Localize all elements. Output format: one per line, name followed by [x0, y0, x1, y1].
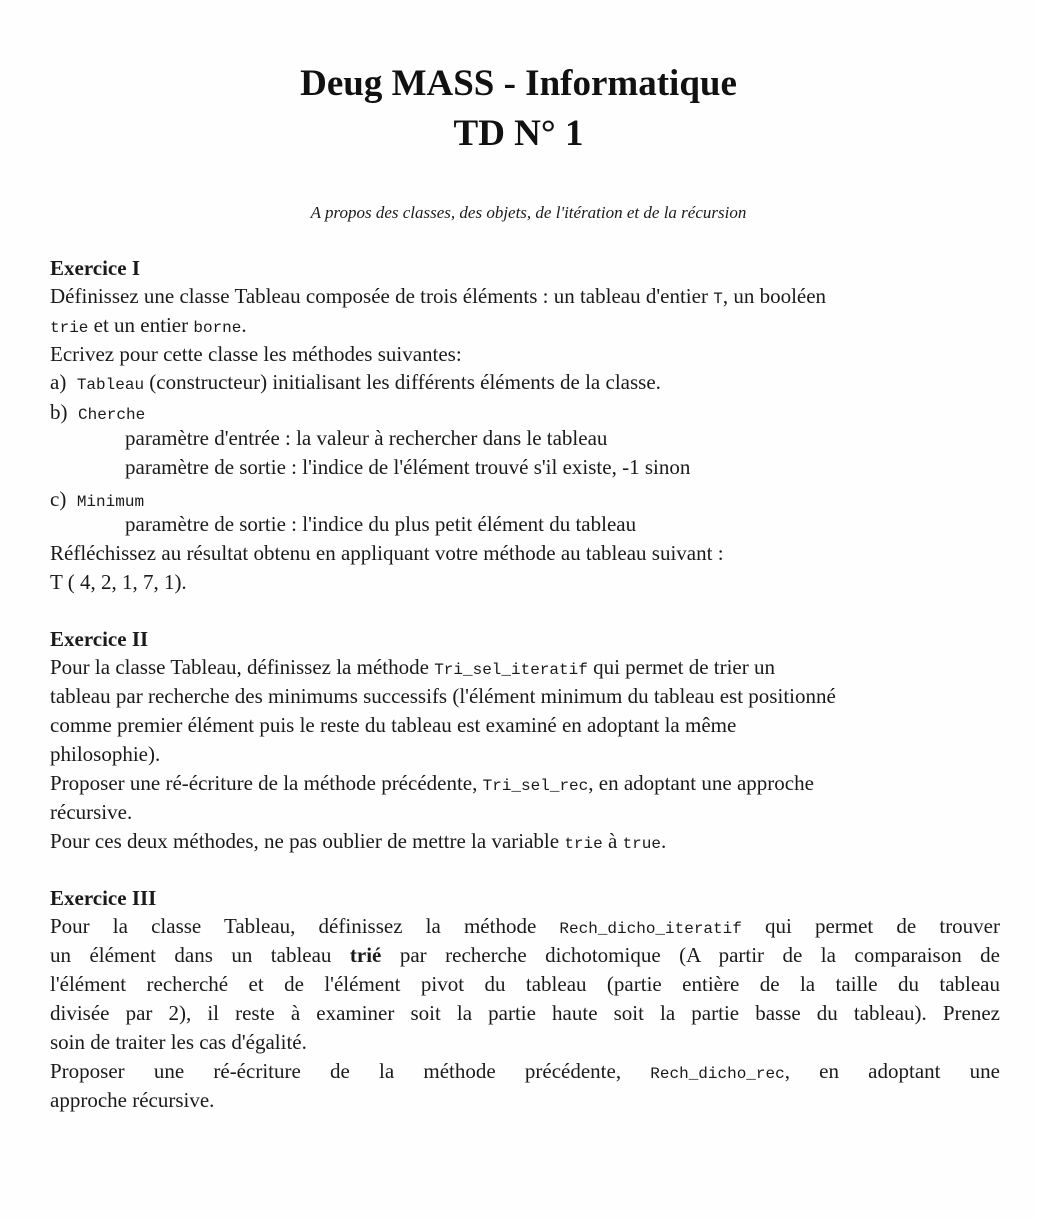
code: borne [193, 319, 242, 337]
text: Pour la classe Tableau, définissez la méthode [50, 655, 435, 679]
text: Pour la classe Tableau, définissez la méthode [50, 914, 560, 938]
exercise-2-line [50, 654, 775, 683]
code: trie [564, 835, 603, 853]
code: T [713, 290, 723, 308]
text: , un booléen [722, 284, 827, 308]
list-label: b) [50, 400, 68, 424]
exercise-2-line: récursive. [50, 800, 133, 824]
text: à [602, 829, 623, 853]
exercise-2-line: philosophie). [50, 742, 161, 766]
document-title: Deug MASS - Informatique [300, 63, 737, 104]
exercise-3-line: approche récursive. [50, 1088, 215, 1112]
document-title-td: TD N° 1 [453, 113, 584, 154]
code: Rech_dicho_rec [650, 1065, 785, 1083]
text: qui permet de trouver [741, 914, 1000, 938]
exercise-3-line [50, 942, 1000, 968]
method-a [50, 369, 661, 398]
exercise-1-example: T ( 4, 2, 1, 7, 1). [50, 570, 187, 594]
exercise-3-line: l'élément recherché et de l'élément pivot du tableau (partie entière de la taille du tableau [50, 972, 1000, 996]
text: par recherche dichotomique (A partir de la comparaison de [381, 943, 1000, 967]
exercise-2-line: comme premier élément puis le reste du tableau est examiné en adoptant la même [50, 713, 737, 737]
exercise-3-line: soin de traiter les cas d'égalité. [50, 1030, 307, 1054]
exercise-3-heading: Exercice III [50, 886, 157, 910]
exercise-2-line [50, 828, 666, 857]
code: Tri_sel_rec [482, 777, 589, 795]
code: true [622, 835, 661, 853]
text: Proposer une ré-écriture de la méthode précédente, [50, 1059, 651, 1083]
exercise-2-heading: Exercice II [50, 627, 149, 651]
text: , en adoptant une approche [588, 771, 814, 795]
exercise-2-line: tableau par recherche des minimums successifs (l'élément minimum du tableau est positionné [50, 684, 836, 708]
list-label: a) [50, 370, 67, 394]
text: Définissez une classe Tableau composée de trois éléments : un tableau d'entier [50, 284, 714, 308]
text: Pour ces deux méthodes, ne pas oublier de mettre la variable [50, 829, 565, 853]
text: qui permet de trier un [587, 655, 775, 679]
list-label: c) [50, 487, 67, 511]
exercise-2-line [50, 770, 814, 799]
text: . [660, 829, 667, 853]
text: (constructeur) initialisant les différents éléments de la classe. [144, 370, 661, 394]
exercise-3-line [50, 913, 1000, 942]
method-b-input: paramètre d'entrée : la valeur à rechercher dans le tableau [125, 426, 608, 450]
exercise-1-line: Ecrivez pour cette classe les méthodes suivantes: [50, 342, 462, 366]
text: un élément dans un tableau [50, 943, 350, 967]
text: Proposer une ré-écriture de la méthode précédente, [50, 771, 483, 795]
exercise-1-line [50, 312, 247, 341]
text: , en adoptant une [784, 1059, 1001, 1083]
code: Rech_dicho_iteratif [559, 920, 742, 938]
method-c-output: paramètre de sortie : l'indice du plus petit élément du tableau [125, 512, 637, 536]
code: Tri_sel_iteratif [434, 661, 588, 679]
code: Tableau [76, 376, 145, 394]
code: Cherche [78, 406, 146, 424]
exercise-1-line [50, 283, 826, 312]
method-b-output: paramètre de sortie : l'indice de l'élément trouvé s'il existe, -1 sinon [125, 455, 691, 479]
exercise-1-reflect: Réfléchissez au résultat obtenu en appliquant votre méthode au tableau suivant : [50, 541, 724, 565]
code: trie [50, 319, 89, 337]
text: . [241, 313, 247, 337]
exercise-1-heading: Exercice I [50, 256, 140, 280]
emphasis: trié [349, 943, 382, 967]
code: Minimum [76, 493, 145, 511]
document-subtitle: A propos des classes, des objets, de l'itération et de la récursion [310, 203, 747, 222]
exercise-3-line [50, 1058, 1000, 1087]
exercise-3-line: divisée par 2), il reste à examiner soit la partie haute soit la partie basse du tableau). Prenez [50, 1001, 1000, 1025]
text: et un entier [88, 313, 194, 337]
method-b [50, 399, 145, 428]
